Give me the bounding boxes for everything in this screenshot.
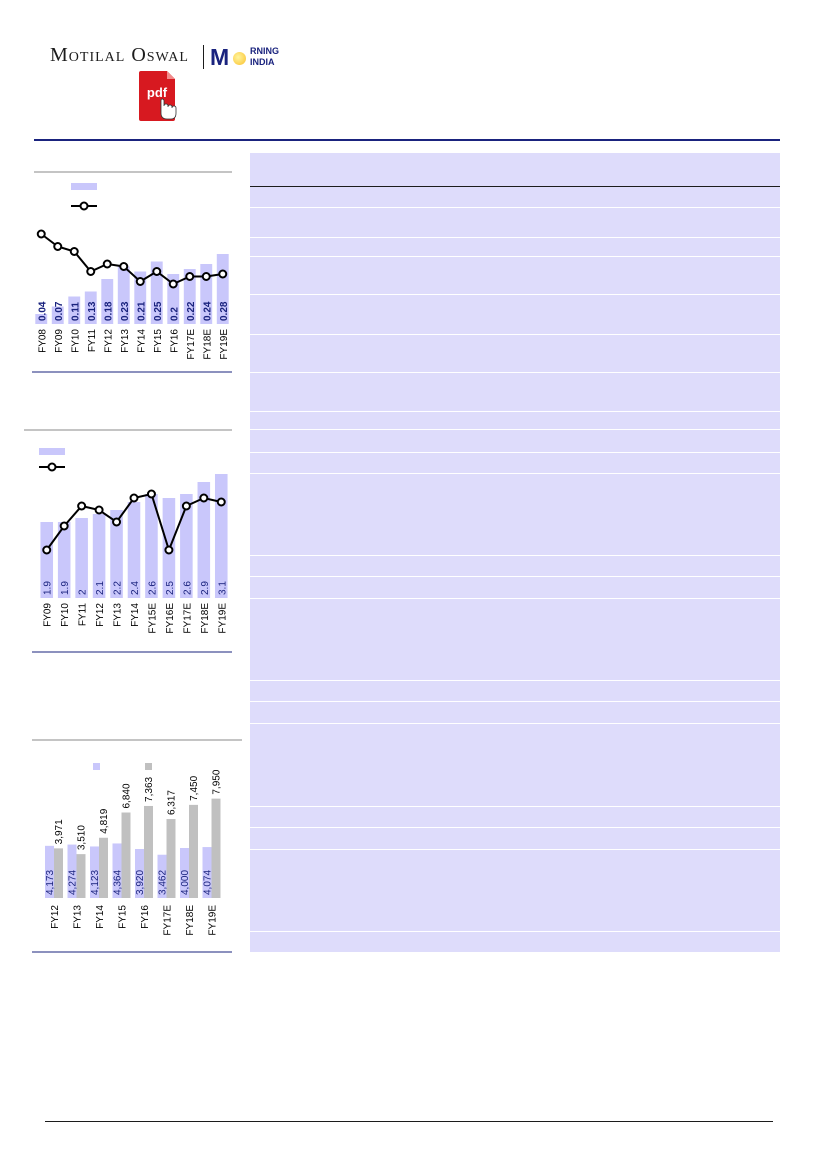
brand-separator — [203, 45, 204, 69]
chart-1-bar-label: 0.23 — [119, 301, 131, 321]
chart-3-category-label: FY19E — [207, 905, 219, 936]
pdf-label: pdf — [146, 85, 168, 100]
table-row-separator — [250, 806, 780, 807]
chart-2-bar-label: 2.5 — [164, 581, 176, 595]
table-row-separator — [250, 372, 780, 373]
chart-1-category-label: FY13 — [119, 329, 131, 353]
chart-2-category-label: FY15E — [147, 603, 159, 634]
chart-1-bar-label: 0.22 — [185, 301, 197, 321]
chart-2-line-point — [96, 507, 103, 514]
chart-3-bar-label: 3,462 — [157, 869, 169, 895]
chart-2-bar-label: 2.4 — [130, 581, 141, 595]
chart-2-line-point — [165, 547, 172, 554]
chart-2-bar — [215, 474, 228, 598]
chart-1-line-point — [38, 231, 45, 238]
chart-2-line-point — [61, 523, 68, 530]
brand-name: Motilal Oswal — [50, 44, 189, 66]
chart-2-bar-label: 3.1 — [217, 581, 229, 595]
table-row-separator — [250, 207, 780, 208]
table-row-separator — [250, 701, 780, 702]
table-row-separator — [250, 429, 780, 430]
chart-2-line-point — [78, 503, 85, 510]
chart-1-category-label: FY08 — [37, 329, 49, 353]
chart-1-bar-label: 0.18 — [103, 301, 115, 321]
chart-3-bar-label: 7,363 — [144, 776, 155, 802]
chart-2-category-label: FY12 — [95, 603, 107, 627]
chart-3-bar-label: 4,364 — [112, 869, 124, 895]
chart-1-category-label: FY12 — [103, 329, 115, 353]
table-row-separator — [250, 237, 780, 238]
chart-1-category-label: FY19E — [218, 329, 230, 360]
chart-1-bar-label: 0.2 — [169, 307, 181, 321]
morning-india-logo-line2: INDIA — [250, 57, 275, 67]
morning-india-logo-letter: M — [210, 44, 230, 70]
footer-rule — [45, 1121, 773, 1122]
chart-1-line-point — [87, 268, 94, 275]
chart-2-category-label: FY14 — [130, 603, 141, 627]
chart-3-bar-label: 3,971 — [54, 819, 65, 845]
table-row-separator — [250, 334, 780, 335]
chart-3-bar-label: 4,173 — [45, 869, 56, 895]
chart-1-category-label: FY15 — [152, 329, 164, 353]
data-table — [250, 153, 780, 952]
table-row-separator — [250, 931, 780, 932]
chart-2-bar-label: 2.6 — [147, 581, 159, 595]
chart-2-line-point — [113, 519, 120, 526]
chart-1-line — [41, 234, 223, 284]
table-row-separator — [250, 555, 780, 556]
chart-3-category-label: FY13 — [72, 905, 84, 929]
chart-2-category-label: FY10 — [60, 603, 72, 627]
header-rule — [34, 139, 780, 141]
chart-3-category-label: FY14 — [95, 905, 106, 929]
chart-2-category-label: FY19E — [217, 603, 229, 634]
table-row-separator — [250, 256, 780, 257]
chart-3-bar-label: 4,274 — [67, 869, 79, 895]
chart-2-line-point — [43, 547, 50, 554]
chart-2-bar — [75, 518, 88, 598]
chart-1-line-point — [71, 248, 78, 255]
chart-2-category-label: FY16E — [164, 603, 176, 634]
chart-2-legend-bar-swatch — [39, 448, 65, 455]
chart-3-bar-label: 6,840 — [121, 783, 133, 809]
chart-2-line-point — [218, 499, 225, 506]
table-row-separator — [250, 473, 780, 474]
table-row-separator — [250, 723, 780, 724]
chart-1-category-label: FY16 — [169, 329, 181, 353]
chart-3-category-label: FY18E — [185, 905, 196, 936]
chart-1-line-point — [153, 268, 160, 275]
chart-3-bar-label: 7,450 — [189, 775, 200, 801]
chart-2-line-point — [200, 495, 207, 502]
chart-2-bar-label: 2.1 — [95, 581, 107, 595]
chart-1-category-label: FY17E — [185, 329, 197, 360]
chart-1-bar-label: 0.11 — [70, 302, 82, 321]
chart-3-bar-label: 4,000 — [180, 869, 191, 895]
chart-1-bar-label: 0.13 — [86, 301, 98, 321]
chart-1-legend-bar-swatch — [71, 183, 97, 190]
chart-1-category-label: FY14 — [136, 329, 148, 353]
chart-1-category-label: FY18E — [202, 329, 214, 360]
chart-1-line-point — [170, 281, 177, 288]
chart-2-line-point — [183, 503, 190, 510]
chart-2-category-label: FY17E — [182, 603, 194, 634]
chart-1-bar-label: 0.24 — [202, 301, 214, 321]
chart-2-bar-label: 1.9 — [60, 581, 72, 595]
chart-3-category-label: FY12 — [50, 905, 61, 929]
chart-1-bar-label: 0.21 — [136, 301, 148, 321]
chart-2-category-label: FY18E — [199, 603, 211, 634]
chart-3-bar-label: 3,920 — [135, 869, 146, 895]
table-row-separator — [250, 576, 780, 577]
chart-1-line-point — [137, 278, 144, 285]
chart-2-bar-label: 2.9 — [199, 581, 211, 595]
chart-2-line-point — [148, 491, 155, 498]
morning-india-logo-line1: RNING — [250, 46, 279, 56]
chart-1-bar-label: 0.07 — [53, 301, 65, 321]
table-header-rule — [250, 186, 780, 187]
table-row-separator — [250, 827, 780, 828]
table-row-separator — [250, 294, 780, 295]
chart-3-bar-label: 4,123 — [90, 869, 101, 895]
chart-1-line-point — [219, 271, 226, 278]
table-row-separator — [250, 598, 780, 599]
chart-3-bar-label: 6,317 — [166, 790, 178, 816]
sun-icon — [233, 52, 246, 65]
chart-2-category-label: FY09 — [42, 603, 54, 627]
chart-1-line-point — [120, 263, 127, 270]
chart-1-line-point — [104, 261, 111, 268]
chart-2 — [0, 420, 245, 660]
chart-1-category-label: FY09 — [53, 329, 65, 353]
chart-2-category-label: FY13 — [112, 603, 124, 627]
chart-3-legend-swatch-2 — [145, 763, 152, 770]
chart-3-bar-label: 4,074 — [202, 869, 214, 895]
chart-2-bar-label: 2.2 — [112, 581, 124, 595]
chart-1-bar-label: 0.28 — [218, 301, 230, 321]
chart-2-bar-label: 1.9 — [42, 581, 54, 595]
chart-3 — [0, 730, 245, 960]
chart-3-category-label: FY16 — [140, 905, 151, 929]
chart-3-category-label: FY15 — [117, 905, 129, 929]
chart-2-line-point — [131, 495, 138, 502]
chart-2-category-label: FY11 — [77, 603, 89, 627]
pdf-download-icon[interactable] — [139, 71, 177, 123]
chart-3-bar-label: 3,510 — [76, 825, 88, 851]
table-row-separator — [250, 680, 780, 681]
chart-3-bar-label: 7,950 — [211, 769, 223, 795]
chart-1-line-point — [203, 273, 210, 280]
chart-1-bar-label: 0.04 — [37, 301, 49, 321]
table-row-separator — [250, 452, 780, 453]
chart-3-bar-label: 4,819 — [99, 808, 110, 834]
chart-1-bar-label: 0.25 — [152, 301, 164, 321]
chart-3-legend-swatch-1 — [93, 763, 100, 770]
table-row-separator — [250, 849, 780, 850]
chart-3-category-label: FY17E — [162, 905, 174, 936]
chart-1-category-label: FY10 — [70, 329, 82, 353]
chart-2-bar-label: 2 — [77, 589, 89, 595]
table-row-separator — [250, 411, 780, 412]
chart-1-category-label: FY11 — [86, 329, 98, 353]
chart-1-line-point — [186, 273, 193, 280]
chart-2-bar-label: 2.6 — [182, 581, 194, 595]
chart-1-line-point — [54, 243, 61, 250]
chart-1 — [0, 160, 245, 380]
